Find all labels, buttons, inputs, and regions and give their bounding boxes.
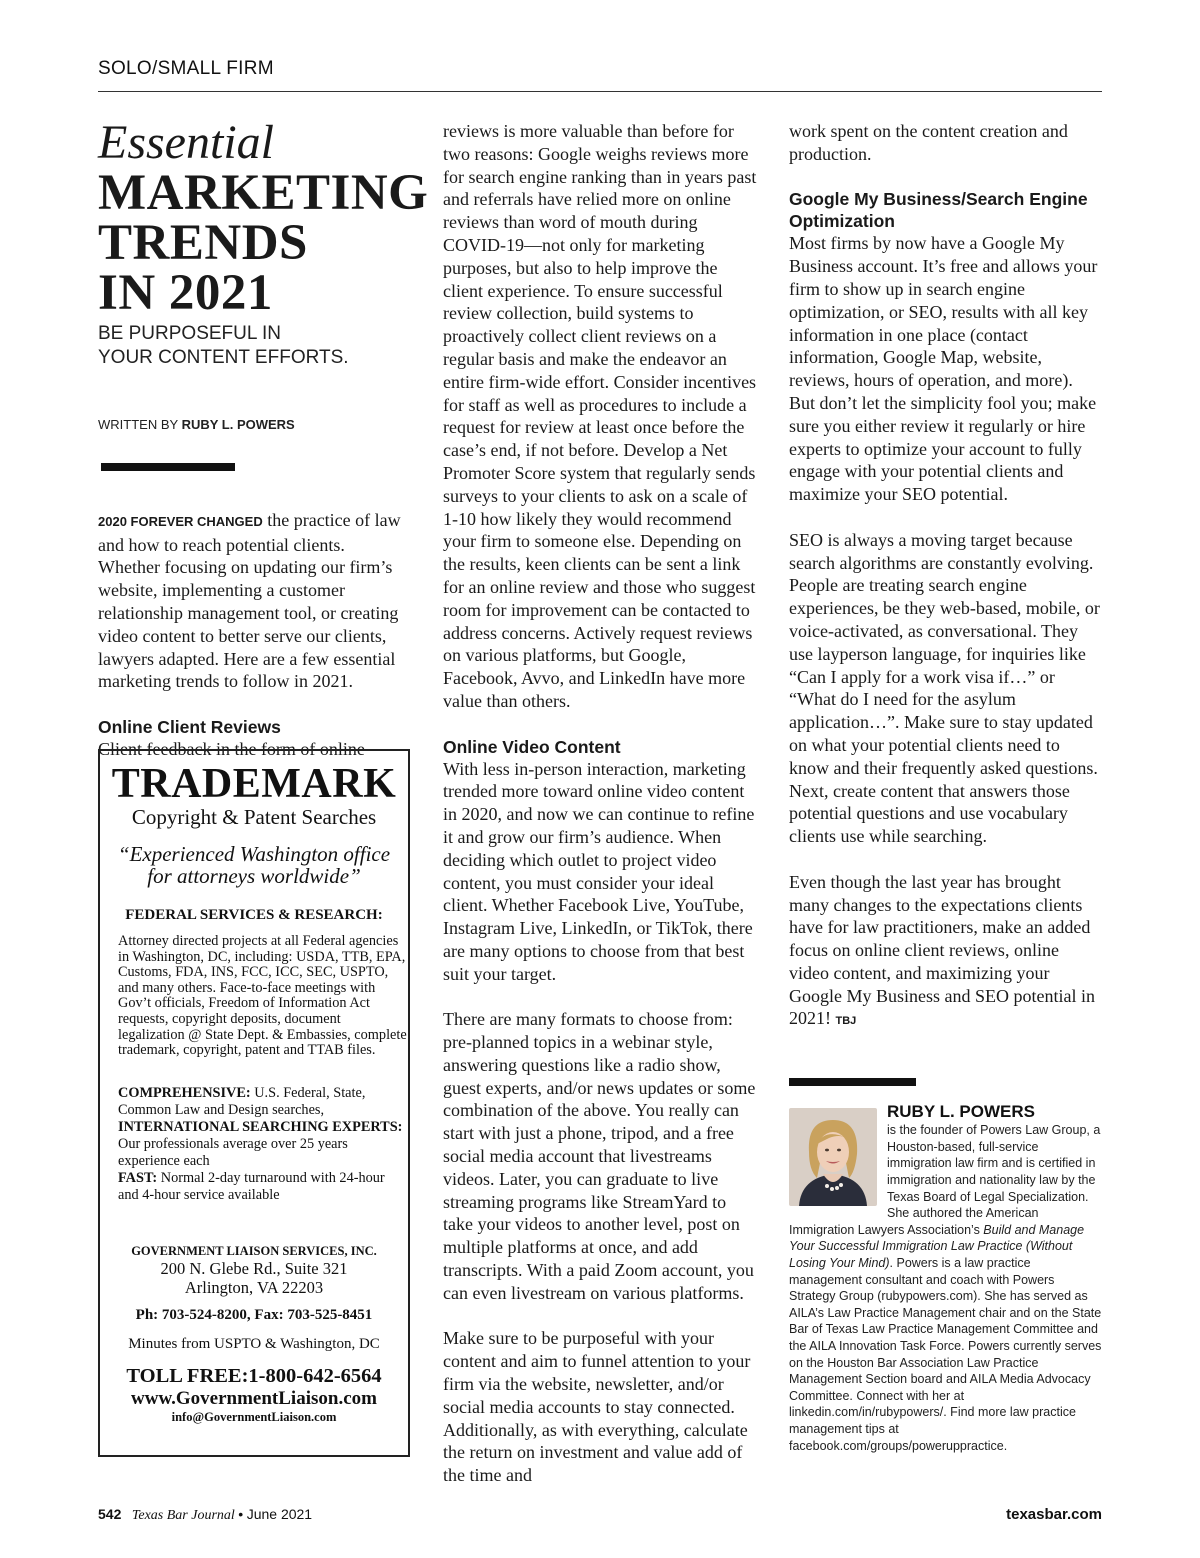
title-line-3: IN 2021 <box>98 265 273 321</box>
lead-in: 2020 FOREVER CHANGED <box>98 513 263 529</box>
bio-text-1: is the founder of Powers Law Group, a Houston-based, full-service immigration law firm and is certified in immigration and nationality law by the Texas Board of Legal Specialization. She authored the American Immigration Lawyers Association’s <box>789 1123 1101 1237</box>
subtitle <box>98 322 410 370</box>
author-bio <box>789 1102 1103 1454</box>
byline-prefix: WRITTEN BY <box>98 417 178 432</box>
ad-intl-text: Our professionals average over 25 years experience each <box>118 1135 348 1169</box>
subtitle-line-1: BE PURPOSEFUL IN <box>98 323 282 344</box>
byline-author: RUBY L. POWERS <box>181 417 295 432</box>
section1-para-continued: reviews is more valuable than before for two reasons: Google weighs reviews more for search engine ranking than in years past and referrals have relied more on online reviews than word of mouth during COVID-19—not only for marketing purposes, but also to help improve the client experience. To ensure successful review collection, build systems to proactively collect client reviews on a regular basis and make the endeavor an entire firm-wide effort. Consider incentives for staff as well as procedures to include a request for review at least once before the case’s end, if not before. Develop a Net Promoter Score system that regularly sends surveys to your clients to ask on a scale of 1-10 how likely they would recommend your firm to someone else. Depending on the results, keen clients can be sent a link for an online review and those who suggest room for improvement can be contacted to address concerns. Actively request reviews on various platforms, but Google, Facebook, Avvo, and LinkedIn have more value than others. <box>443 121 757 711</box>
column-3 <box>789 120 1103 1454</box>
footer-left <box>98 1506 312 1524</box>
closing-text: Even though the last year has brought many changes to the expectations clients have for law practitioners, make an added focus on online client reviews, online video content, and maximizing your Google My Business and SEO potential in 2021! <box>789 871 1095 1029</box>
section-heading-seo: Google My Business/Search Engine Optimization <box>789 189 1088 232</box>
ad-fast-text: Normal 2-day turnaround with 24-hour and 4-hour service available <box>118 1169 385 1203</box>
ad-title: TRADEMARK <box>111 761 397 807</box>
byline <box>98 414 410 437</box>
ad-minutes: Minutes from USPTO & Washington, DC <box>128 1335 380 1352</box>
section-heading-video: Online Video Content <box>443 736 621 757</box>
section2-para-3-start: Make sure to be purposeful with your content and aim to funnel attention to your firm via the website, newsletter, and/or social media accounts to stay connected. Additionally, as with everything, calculate the return on investment and value add of the time and <box>443 1328 751 1486</box>
decorative-bar <box>101 463 235 471</box>
subtitle-line-2: YOUR CONTENT EFFORTS. <box>98 347 349 368</box>
column-1 <box>98 116 429 761</box>
ad-services <box>118 1085 408 1204</box>
title-italic: Essential <box>98 116 274 169</box>
section3-para-1: Most firms by now have a Google My Business account. It’s free and allows your firm to show up in search engine optimization, or SEO, results with all key information in one place (contact information, Google Map, website, reviews, hours of operation, and more). But don’t let the simplicity fool you; make sure you either review it regularly or hire experts to optimize your account to fully engage with your potential clients and maximize your SEO potential. <box>789 233 1098 505</box>
ad-subtitle: Copyright & Patent Searches <box>131 805 377 829</box>
ad-address-line-2: Arlington, VA 22203 <box>184 1277 324 1297</box>
ad-quote-line-2: for attorneys worldwide” <box>147 864 361 888</box>
ad-federal-heading: FEDERAL SERVICES & RESEARCH: <box>125 907 383 923</box>
column-2 <box>443 120 759 1487</box>
closing-paragraph <box>789 871 1103 1034</box>
section2-para-1: With less in-person interaction, marketing trended more toward online video content in 2020, and now we can continue to refine it and grow our firm’s audience. When deciding which outlet to project video content, you must consider your ideal client. Whether Facebook Live, YouTube, Instagram Live, LinkedIn, or TikTok, there are many options to choose from that best suit your target. <box>443 758 755 984</box>
author-photo-image <box>789 1108 877 1206</box>
trademark-advertisement <box>98 749 410 1457</box>
ad-quote-line-1: “Experienced Washington office <box>117 842 391 866</box>
ad-website: www.GovernmentLiaison.com <box>131 1387 377 1409</box>
bio-book-title: Build and Manage Your Successful Immigration Law Practice (Without Losing Your Mind) <box>789 1222 1085 1271</box>
section2-para-2: There are many formats to choose from: pre-planned topics in a webinar style, answering questions like a radio show, guest experts, and/or news updates or some combination of the above. You really can start with just a phone, tripod, and a free social media account that livestreams videos. Later, you can graduate to live streaming programs like StreamYard to take your videos to another level, post on multiple platforms at once, and add transcripts. With a paid Zoom account, you can even livestream on various platforms. <box>443 1009 756 1303</box>
ad-phone: Ph: 703-524-8200, Fax: 703-525-8451 <box>135 1306 373 1323</box>
section-label: SOLO/SMALL FIRM <box>98 58 274 79</box>
section3-para-2: SEO is always a moving target because search algorithms are constantly evolving. People are treating search engine experiences, be they web-based, mobile, or voice-activated, as conversational. They use layperson language, for inquiries like “Can I apply for a work visa if…” or “What do I need for the asylum application…”. Make sure to stay updated on what your potential clients need to know and their frequently asked questions. Next, create content that answers those potential questions and use vocabulary clients use while searching. <box>789 529 1100 847</box>
section2-para-3-end: work spent on the content creation and production. <box>789 121 1068 164</box>
lead-paragraph <box>98 509 410 693</box>
footer-separator: • <box>238 1506 244 1522</box>
ad-email: info@GovernmentLiaison.com <box>171 1409 337 1424</box>
ad-federal-body: Attorney directed projects at all Federal agencies in Washington, DC, including: USDA, TTB, EPA, Customs, FDA, INS, FCC, ICC, SEC, USPTO, and many others. Face-to-face meetings with Gov’t officials, Freedom of Information Act requests, copyright deposits, document legalization @ State Dept. & Embassies, complete trademark, copyright, patent and TTAB files. <box>118 933 407 1059</box>
title-line-2: TRENDS <box>98 215 308 271</box>
title-line-1: MARKETING <box>98 165 429 221</box>
ad-intl-label: INTERNATIONAL SEARCHING EXPERTS: <box>118 1118 403 1135</box>
issue-date: June 2021 <box>246 1506 313 1522</box>
section1-para-start: Client feedback in the form of online <box>98 738 365 759</box>
header-rule <box>98 91 1102 92</box>
ad-comp-text: U.S. Federal, State, Common Law and Design searches, <box>118 1084 366 1118</box>
ad-address <box>100 1259 408 1297</box>
ad-fast-label: FAST: <box>118 1169 158 1186</box>
ad-company: GOVERNMENT LIAISON SERVICES, INC. <box>131 1243 377 1258</box>
author-photo <box>789 1108 877 1206</box>
ad-comp-label: COMPREHENSIVE: <box>118 1084 251 1101</box>
journal-name: Texas Bar Journal <box>131 1508 235 1523</box>
lead-rest: the practice of law and how to reach potential clients. Whether focusing on updating our firm’s website, implementing a customer relationship management tool, or creating video content to better serve our clients, lawyers adapted. Here are a few essential marketing trends to follow in 2021. <box>98 509 401 692</box>
section-heading-reviews: Online Client Reviews <box>98 716 281 737</box>
ad-quote <box>100 843 408 887</box>
bio-author-name: RUBY L. POWERS <box>887 1102 1035 1122</box>
decorative-bar-bio <box>789 1078 916 1086</box>
ad-address-line-1: 200 N. Glebe Rd., Suite 321 <box>160 1258 348 1278</box>
page-number: 542 <box>98 1506 122 1522</box>
tbj-end-mark: TBJ <box>835 1015 857 1028</box>
footer-site[interactable]: texasbar.com <box>1006 1506 1102 1523</box>
ad-toll-free: TOLL FREE:1-800-642-6564 <box>126 1364 382 1387</box>
bio-text-2: . Powers is a law practice management consultant and coach with Powers Strategy Group (rubypowers.com). She has served as AILA’s Law Practice Management chair and on the State Bar of Texas Law Practice Management Committee and the AILA Innovation Task Force. Powers currently serves on the Houston Bar Association Law Practice Management Section board and AILA Media Advocacy Committee. Connect with her at linkedin.com/in/rubypowers/. Find more law practice management tips at facebook.com/groups/poweruppractice. <box>789 1256 1102 1453</box>
